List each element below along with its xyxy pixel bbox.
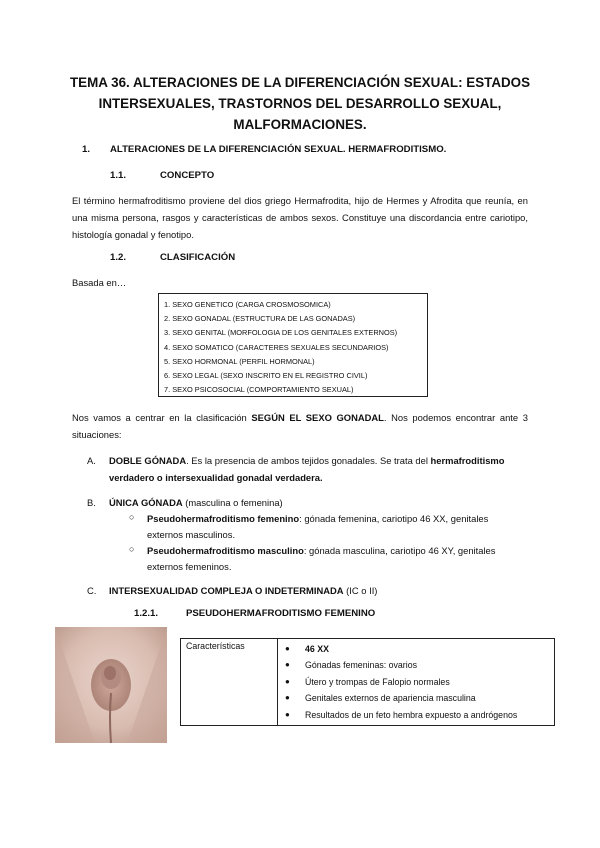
classification-item: 5. SEXO HORMONAL (PERFIL HORMONAL) [164,356,315,366]
section-1-1-heading: CONCEPTO [160,170,215,181]
item-a-line2: verdadero o intersexualidad gonadal verdadera. [109,472,323,483]
characteristics-table [180,638,555,726]
item-b-sub2: Pseudohermafroditismo masculino: gónada masculina, cariotipo 46 XY, genitales [147,545,496,556]
hollow-bullet-icon: ○ [129,544,135,554]
title-line-3: MALFORMACIONES. [233,117,367,132]
classification-item: 2. SEXO GONADAL (ESTRUCTURA DE LAS GONADAS) [164,314,356,324]
classification-item: 6. SEXO LEGAL (SEXO INSCRITO EN EL REGISTRO CIVIL) [164,371,368,381]
focus-paragraph: Nos vamos a centrar en la clasificación SEGÚN EL SEXO GONADAL. Nos podemos encontrar ante 3 situaciones: [72,412,528,440]
characteristics-label: Características [181,639,278,726]
item-a-letter: A. [87,455,96,466]
section-1-1-number: 1.1. [110,170,127,181]
basada-en-text: Basada en… [72,277,127,288]
clinical-photo [55,627,167,743]
item-b-sub2-line2: externos femeninos. [147,561,232,572]
title-line-1: TEMA 36. ALTERACIONES DE LA DIFERENCIACIÓN SEXUAL: ESTADOS [69,75,531,90]
item-b-sub1-line2: externos masculinos. [147,529,236,540]
classification-item: 7. SEXO PSICOSOCIAL (COMPORTAMIENTO SEXUAL) [164,385,354,395]
list-item: ● Genitales externos de apariencia masculina [283,690,549,706]
classification-item: 3. SEXO GENITAL (MORFOLOGIA DE LOS GENITALES EXTERNOS) [164,328,398,338]
section-1-heading: ALTERACIONES DE LA DIFERENCIACIÓN SEXUAL. HERMAFRODITISMO. [110,144,447,155]
item-b: B. ÚNICA GÓNADA (masculina o femenina) [87,494,283,511]
item-c: C. INTERSEXUALIDAD COMPLEJA O INDETERMINADA (IC o II) [87,582,377,599]
characteristics-list [278,639,555,726]
list-item: ● Resultados de un feto hembra expuesto a andrógenos [283,707,549,723]
title-line-2: INTERSEXUALES, TRASTORNOS DEL DESARROLLO SEXUAL, [98,96,502,111]
item-c-letter: C. [87,585,97,596]
clinical-photo-illustration [55,627,167,743]
section-1-2-1-number: 1.2.1. [134,608,159,619]
hollow-bullet-icon: ○ [129,512,135,522]
section-1-2-heading: CLASIFICACIÓN [160,252,236,263]
focus-bold: SEGÚN EL SEXO GONADAL [251,412,384,423]
list-item: ● Gónadas femeninas: ovarios [283,657,549,673]
section-1-2-1-heading: PSEUDOHERMAFRODITISMO FEMENINO [186,608,376,619]
list-item: ● 46 XX [283,641,549,657]
concepto-paragraph: El término hermafroditismo proviene del dios griego Hermafrodita, hijo de Hermes y Afrodita que reunía, en una misma persona, rasgos y características de ambos sexos. Constituye una discordancia entre cariotipo, histología gonadal y fenotipo. [72,195,528,240]
page-title [60,72,540,135]
section-1-number: 1. [82,144,91,155]
classification-item: 4. SEXO SOMATICO (CARACTERES SEXUALES SECUNDARIOS) [164,342,389,352]
list-item: ● Útero y trompas de Falopio normales [283,674,549,690]
item-b-letter: B. [87,497,96,508]
item-a: A. DOBLE GÓNADA. Es la presencia de ambos tejidos gonadales. Se trata del hermafroditismo [87,452,531,469]
section-1-2-number: 1.2. [110,252,127,263]
item-b-sub1: Pseudohermafroditismo femenino: gónada femenina, cariotipo 46 XX, genitales [147,513,489,524]
classification-item: 1. SEXO GENETICO (CARGA CROSMOSOMICA) [164,300,331,309]
classification-box [158,293,428,397]
